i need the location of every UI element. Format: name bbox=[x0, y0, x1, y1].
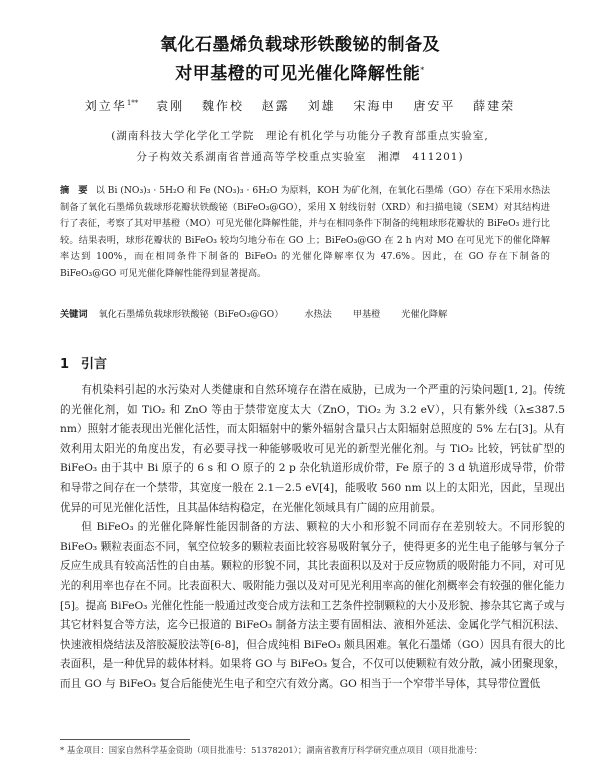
abstract-label: 摘 要 bbox=[60, 185, 88, 196]
author-list bbox=[40, 97, 560, 114]
body-text bbox=[60, 381, 565, 695]
author: 赵露 bbox=[261, 99, 290, 113]
section-number: 1 bbox=[60, 357, 70, 372]
paper-title-line-2 bbox=[40, 59, 560, 84]
keyword: 光催化降解 bbox=[401, 309, 448, 320]
author bbox=[85, 99, 138, 113]
keywords bbox=[60, 306, 550, 320]
author: 魏作校 bbox=[201, 99, 244, 113]
paper-title-line-2-text: 对甲基橙的可见光催化降解性能 bbox=[175, 64, 421, 84]
section-title: 引言 bbox=[81, 357, 108, 372]
section-heading bbox=[60, 353, 107, 372]
author: 唐安平 bbox=[413, 99, 456, 113]
author: 刘雄 bbox=[307, 99, 336, 113]
keyword: 氧化石墨烯负载球形铁酸铋（BiFeO₃@GO） bbox=[98, 309, 284, 320]
author-affil-marker: 1** bbox=[126, 99, 139, 107]
abstract bbox=[60, 183, 550, 283]
affiliation-line-1: (湖南科技大学化学化工学院 理论有机化学与功能分子教育部重点实验室, bbox=[111, 130, 489, 142]
author: 薛建荣 bbox=[473, 99, 516, 113]
author: 袁刚 bbox=[156, 99, 185, 113]
paper-title-line-1: 氧化石墨烯负载球形铁酸铋的制备及 bbox=[160, 35, 440, 55]
abstract-text: 以 Bi (NO₃)₃ · 5H₂O 和 Fe (NO₃)₃ · 6H₂O 为原料，KOH 为矿化剂，在氧化石墨烯（GO）存在下采用水热法制备了氧化石墨烯负载球形花瓣状铁酸铋（BiFeO₃@GO），采用 X 射线衍射（XRD）和扫描电镜（SEM）对其结构进行了表征，考察了其对甲基橙（MO）可见光催化降解性能，并与在相同条件下制备的纯粗球形花瓣状的 BiFeO₃ 进行比较。结果表明，球形花瓣状的 BiFeO₃ 较均匀地分布在 GO 上；BiFeO₃@GO 在 2 h 内对 MO 在可见光下的催化降解率达到 100%，而在相同条件下制备的 BiFeO₃ 的光催化降解率仅为 47.6%。因此，在 GO 存在下制备的 BiFeO₃@GO 可见光催化降解性能得到显著提高。 bbox=[60, 185, 551, 279]
keyword: 甲基橙 bbox=[352, 309, 381, 320]
title-footnote-marker: * bbox=[420, 65, 425, 75]
author-name: 刘立华 bbox=[84, 99, 127, 113]
funding-footnote: * 基金项目：国家自然科学基金资助（项目批准号：51378201）；湖南省教育厅科学研究重点项目（项目批准号： bbox=[60, 745, 483, 755]
keywords-label: 关键词 bbox=[60, 309, 88, 320]
body-paragraph-1: 有机染料引起的水污染对人类健康和自然环境存在潜在威胁，已成为一个严重的污染问题[1, 2]。传统的光催化剂，如 TiO₂ 和 ZnO 等由于禁带宽度太大（ZnO，TiO₂ 为 3.2 eV），只有紫外线（λ≤387.5 nm）照射才能表现出光催化活性，而太阳辐射中的紫外辐射含量只占太阳辐射总照度的 5% 左右[3]。从有效利用太阳光的角度出发，有必要寻找一种能够吸收可见光的新型光催化剂。与 TiO₂ 比较，钙钛矿型的 BiFeO₃ 由于其中 Bi 原子的 6 s 和 O 原子的 2 p 杂化轨道形成价带，Fe 原子的 3 d 轨道形成导带，价带和导带之间存在一个禁带，其宽度一般在 2.1－2.5 eV[4]，能吸收 560 nm 以上的太阳光，因此，呈现出优异的可见光催化活性，且其晶体结构稳定，在光催化领域具有广阔的应用前景。 bbox=[60, 384, 565, 514]
footnote-divider bbox=[60, 739, 190, 740]
body-paragraph-2: 但 BiFeO₃ 的光催化降解性能因制备的方法、颗粒的大小和形貌不同而存在差别较大。不同形貌的 BiFeO₃ 颗粒表面态不同，氧空位较多的颗粒表面比较容易吸附氧分子，使得更多的光生电子能够与氧分子反应生成具有较高活性的自由基。颗粒的形貌不同，其比表面积以及对于反应物质的吸附能力不同，对可见光的利用率也存在不同。比表面积大、吸附能力强以及对可见光利用率高的催化剂概率会有较强的催化能力[5]。提高 BiFeO₃ 光催化性能一般通过改变合成方法和工艺条件控制颗粒的大小及形貌、掺杂其它离子或与其它材料复合等方法，迄今已报道的 BiFeO₃ 制备方法主要有固相法、液相外延法、金属化学气相沉积法、快速液相烧结法及溶胶凝胶法等[6-8]，但合成纯相 BiFeO₃ 颇具困难。氧化石墨烯（GO）因具有很大的比表面积，是一种优异的载体材料。如果将 GO 与 BiFeO₃ 复合，不仅可以使颗粒有效分散，减小团聚现象，而且 GO 与 BiFeO₃ 复合后能使光生电子和空穴有效分离。GO 相当于一个窄带半导体，其导带位置低 bbox=[60, 521, 565, 690]
keyword: 水热法 bbox=[304, 309, 332, 320]
author: 宋海申 bbox=[353, 99, 396, 113]
affiliation-line-2: 分子构效关系湖南省普通高等学校重点实验室 湘潭 411201) bbox=[136, 151, 464, 163]
